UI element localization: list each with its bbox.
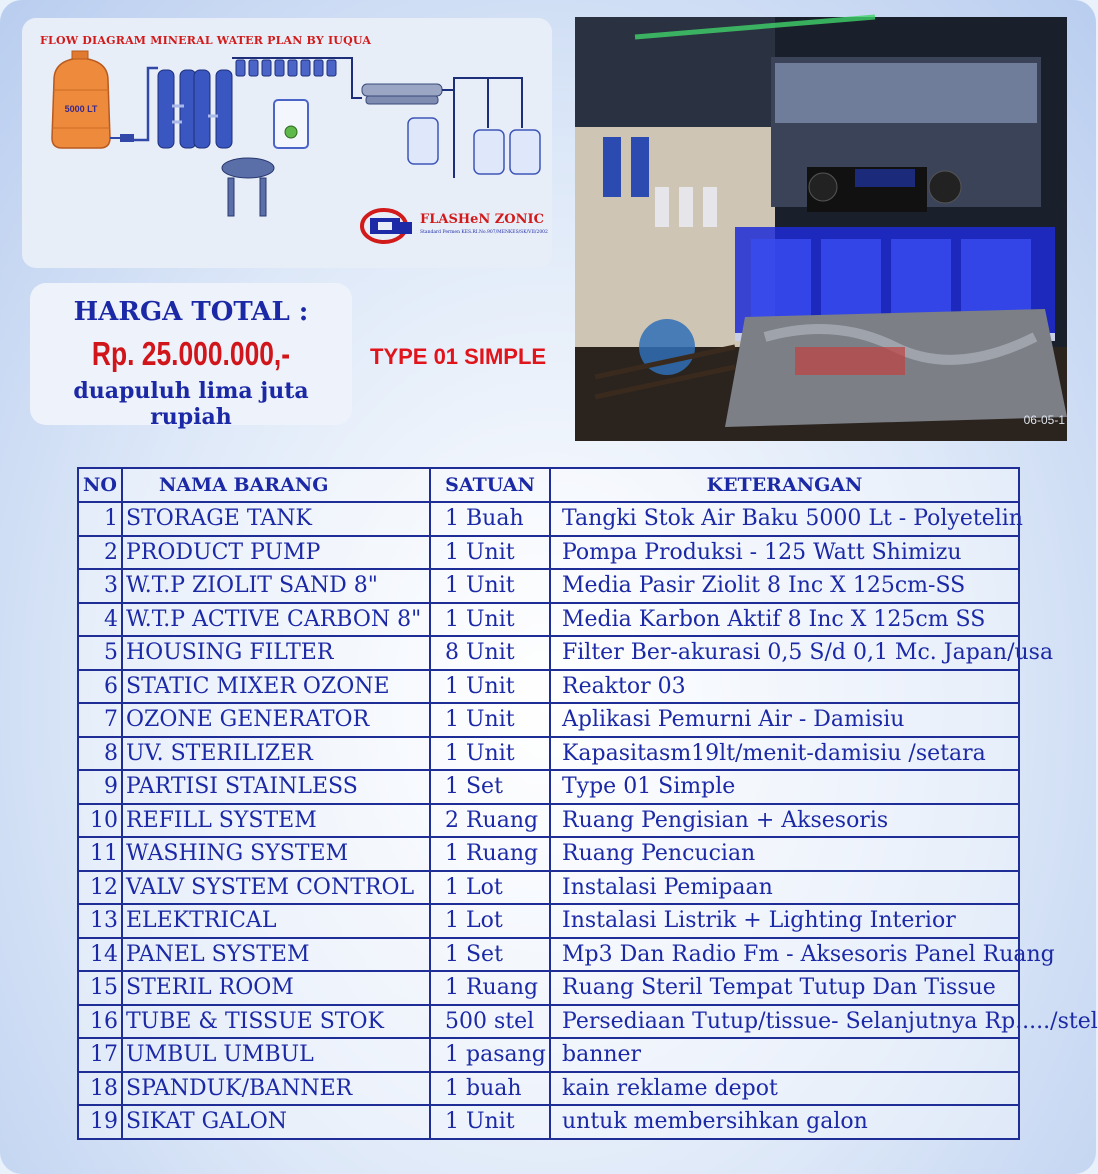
depot-photo	[575, 17, 1067, 441]
row-name: PANEL SYSTEM	[122, 938, 430, 972]
row-unit: 1 Set	[430, 770, 550, 804]
galon-bottles-graphic	[408, 118, 540, 174]
row-unit: 1 Ruang	[430, 837, 550, 871]
uv-sterilizer-graphic	[362, 84, 442, 104]
row-unit: 1 Unit	[430, 737, 550, 771]
row-name: UV. STERILIZER	[122, 737, 430, 771]
row-unit: 1 Lot	[430, 904, 550, 938]
row-name: SPANDUK/BANNER	[122, 1072, 430, 1106]
row-unit: 1 Lot	[430, 871, 550, 905]
row-unit: 1 Buah	[430, 502, 550, 536]
row-unit: 1 Unit	[430, 703, 550, 737]
filter-tanks-graphic	[158, 70, 232, 148]
row-no: 4	[78, 603, 122, 637]
row-unit: 1 Unit	[430, 670, 550, 704]
diagram-title: FLOW DIAGRAM MINERAL WATER PLAN BY IUQUA	[40, 34, 372, 47]
row-note: Instalasi Listrik + Lighting Interior	[550, 904, 1019, 938]
table-row	[78, 1105, 1019, 1139]
row-note: Instalasi Pemipaan	[550, 871, 1019, 905]
row-note: untuk membersihkan galon	[550, 1105, 1019, 1139]
brand-logo-icon	[360, 208, 416, 244]
row-note: Media Pasir Ziolit 8 Inc X 125cm-SS	[550, 569, 1019, 603]
housing-filters-graphic	[236, 60, 336, 76]
row-unit: 2 Ruang	[430, 804, 550, 838]
row-no: 3	[78, 569, 122, 603]
row-unit: 1 Set	[430, 938, 550, 972]
table-row	[78, 1005, 1019, 1039]
static-mixer-graphic	[222, 158, 274, 216]
row-name: STERIL ROOM	[122, 971, 430, 1005]
tank-label: 5000 LT	[64, 104, 98, 114]
brand-standard-text: Standard Permen KES.RI.No.907/MENKES/SK/VII/2002	[420, 230, 548, 235]
row-note: Ruang Steril Tempat Tutup Dan Tissue	[550, 971, 1019, 1005]
row-no: 5	[78, 636, 122, 670]
row-unit: 1 Ruang	[430, 971, 550, 1005]
row-unit: 1 pasang	[430, 1038, 550, 1072]
row-unit: 500 stel	[430, 1005, 550, 1039]
table-row	[78, 837, 1019, 871]
row-name: STORAGE TANK	[122, 502, 430, 536]
price-in-words: duapuluh lima juta rupiah	[73, 378, 309, 430]
row-unit: 1 Unit	[430, 1105, 550, 1139]
ozone-generator-graphic	[274, 100, 308, 148]
row-name: REFILL SYSTEM	[122, 804, 430, 838]
price-label: HARGA TOTAL :	[73, 297, 309, 327]
row-note: Persediaan Tutup/tissue- Selanjutnya Rp...../stel	[550, 1005, 1019, 1039]
row-no: 7	[78, 703, 122, 737]
row-name: HOUSING FILTER	[122, 636, 430, 670]
table-row	[78, 904, 1019, 938]
row-name: STATIC MIXER OZONE	[122, 670, 430, 704]
table-row	[78, 1038, 1019, 1072]
row-unit: 1 Unit	[430, 569, 550, 603]
row-no: 12	[78, 871, 122, 905]
row-no: 10	[78, 804, 122, 838]
row-name: PRODUCT PUMP	[122, 536, 430, 570]
header-no: NO	[78, 468, 122, 502]
row-name: W.T.P ZIOLIT SAND 8"	[122, 569, 430, 603]
row-unit: 1 Unit	[430, 603, 550, 637]
type-label: TYPE 01 SIMPLE	[370, 344, 547, 369]
price-card	[30, 283, 352, 430]
table-row	[78, 1072, 1019, 1106]
header-unit: SATUAN	[430, 468, 550, 502]
photo-date-stamp: 06-05-1	[1023, 413, 1065, 427]
table-header-row	[78, 468, 1019, 502]
table-row	[78, 636, 1019, 670]
row-note: Aplikasi Pemurni Air - Damisiu	[550, 703, 1019, 737]
table-row	[78, 569, 1019, 603]
table-row	[78, 938, 1019, 972]
table-row	[78, 804, 1019, 838]
table-row	[78, 703, 1019, 737]
table-row	[78, 536, 1019, 570]
row-name: OZONE GENERATOR	[122, 703, 430, 737]
header-note: KETERANGAN	[550, 468, 1019, 502]
row-note: Kapasitasm19lt/menit-damisiu /setara	[550, 737, 1019, 771]
row-note: Tangki Stok Air Baku 5000 Lt - Polyetelin	[550, 502, 1019, 536]
row-unit: 1 buah	[430, 1072, 550, 1106]
row-no: 1	[78, 502, 122, 536]
header-name: NAMA BARANG	[122, 468, 430, 502]
table-row	[78, 737, 1019, 771]
row-no: 16	[78, 1005, 122, 1039]
table-row	[78, 871, 1019, 905]
row-note: Media Karbon Aktif 8 Inc X 125cm SS	[550, 603, 1019, 637]
price-value: Rp. 25.000.000,-	[91, 335, 291, 372]
row-name: PARTISI STAINLESS	[122, 770, 430, 804]
table-row	[78, 670, 1019, 704]
row-name: W.T.P ACTIVE CARBON 8"	[122, 603, 430, 637]
row-name: WASHING SYSTEM	[122, 837, 430, 871]
row-note: Ruang Pengisian + Aksesoris	[550, 804, 1019, 838]
row-no: 13	[78, 904, 122, 938]
row-note: Reaktor 03	[550, 670, 1019, 704]
row-note: banner	[550, 1038, 1019, 1072]
storage-tank-graphic	[52, 51, 110, 148]
depot-photo-graphic	[575, 17, 1067, 441]
brand-logo	[360, 208, 548, 248]
row-unit: 8 Unit	[430, 636, 550, 670]
row-note: Ruang Pencucian	[550, 837, 1019, 871]
brand-name: FLASHeN ZONIC	[420, 212, 544, 227]
row-no: 15	[78, 971, 122, 1005]
row-note: Pompa Produksi - 125 Watt Shimizu	[550, 536, 1019, 570]
row-name: SIKAT GALON	[122, 1105, 430, 1139]
row-no: 9	[78, 770, 122, 804]
flow-diagram	[22, 18, 552, 268]
row-name: ELEKTRICAL	[122, 904, 430, 938]
table-row	[78, 603, 1019, 637]
table-row	[78, 971, 1019, 1005]
row-name: TUBE & TISSUE STOK	[122, 1005, 430, 1039]
row-no: 18	[78, 1072, 122, 1106]
row-no: 11	[78, 837, 122, 871]
row-note: kain reklame depot	[550, 1072, 1019, 1106]
row-unit: 1 Unit	[430, 536, 550, 570]
table-row	[78, 502, 1019, 536]
row-note: Filter Ber-akurasi 0,5 S/d 0,1 Mc. Japan/usa	[550, 636, 1019, 670]
row-name: UMBUL UMBUL	[122, 1038, 430, 1072]
row-no: 6	[78, 670, 122, 704]
row-no: 14	[78, 938, 122, 972]
table-row	[78, 770, 1019, 804]
row-note: Type 01 Simple	[550, 770, 1019, 804]
row-note: Mp3 Dan Radio Fm - Aksesoris Panel Ruang	[550, 938, 1019, 972]
row-name: VALV SYSTEM CONTROL	[122, 871, 430, 905]
row-no: 17	[78, 1038, 122, 1072]
row-no: 8	[78, 737, 122, 771]
row-no: 2	[78, 536, 122, 570]
row-no: 19	[78, 1105, 122, 1139]
items-table	[77, 467, 1098, 1140]
